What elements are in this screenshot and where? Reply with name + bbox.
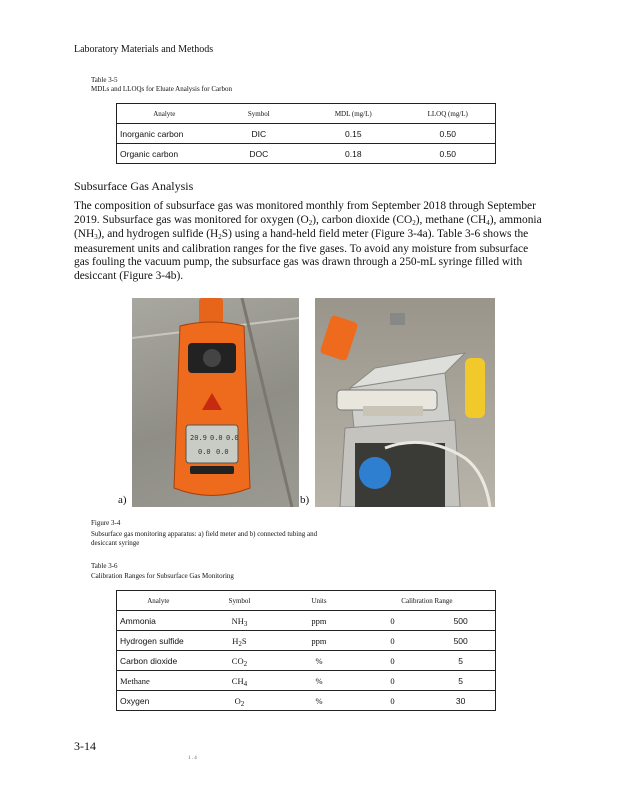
table-3-5-number: Table 3-5 (91, 76, 118, 84)
table-3-6-number: Table 3-6 (91, 562, 118, 570)
col-header: Calibration Range (359, 591, 496, 611)
table-3-5-title: MDLs and LLOQs for Eluate Analysis for Carbon (91, 85, 232, 93)
field-meter-illustration (132, 298, 299, 507)
symbol-text: CO (231, 655, 244, 666)
subscript: 2 (218, 233, 222, 242)
paragraph-text: ), ammonia (NH (74, 213, 542, 241)
paragraph-text: ), and hydrogen sulfide (H (97, 228, 219, 241)
cell-units: % (279, 651, 359, 671)
cell-symbol: DIC (212, 124, 306, 144)
cell-units: % (279, 691, 359, 711)
cell-range-low: 0 (359, 671, 427, 691)
figure-caption-number: Figure 3-4 (91, 519, 121, 527)
cell-analyte: Inorganic carbon (117, 124, 212, 144)
subscript: 2 (308, 218, 313, 227)
cell-range-high: 30 (426, 691, 495, 711)
cell-symbol (200, 671, 280, 691)
subscript: 3 (94, 233, 98, 242)
table-row (117, 651, 496, 671)
photo-field-meter (132, 298, 299, 507)
figure-label-a: a) (118, 494, 127, 506)
subscript: 4 (243, 679, 248, 688)
meter-screen-reading: 0.0 (216, 448, 229, 456)
table-row (117, 144, 496, 164)
table-row (117, 631, 496, 651)
cell-range-low: 0 (359, 691, 427, 711)
col-header: Analyte (117, 104, 212, 124)
paragraph-text: S) using a hand-held field meter (Figure 3-4a). Table 3-6 shows the measurement units and calibration ranges for the five gases. To avoid any moisture from subsurface gas fouling the vacuum pump, the subsurface gas was drawn through a 250-mL syringe filled with desiccant (Figure 3-4b). (74, 228, 529, 282)
photo-tubing-syringe (315, 298, 495, 507)
table-3-6 (116, 590, 496, 711)
cell-lloq: 0.50 (401, 144, 496, 164)
cell-range-high: 5 (426, 651, 495, 671)
table-3-6-title: Calibration Ranges for Subsurface Gas Monitoring (91, 572, 234, 580)
cell-units: ppm (279, 611, 359, 631)
table-row (117, 671, 496, 691)
cell-units: ppm (279, 631, 359, 651)
col-header: MDL (mg/L) (306, 104, 400, 124)
cell-lloq: 0.50 (401, 124, 496, 144)
cell-analyte: Hydrogen sulfide (117, 631, 200, 651)
tubing-syringe-illustration (315, 298, 495, 507)
symbol-text: NH (231, 615, 244, 626)
table-row (117, 611, 496, 631)
subscript: 4 (486, 218, 490, 227)
col-header: Symbol (212, 104, 306, 124)
symbol-text: H (232, 635, 239, 646)
cell-range-low: 0 (359, 651, 427, 671)
col-header: Analyte (117, 591, 200, 611)
subscript: 3 (243, 619, 248, 628)
symbol-text: S (241, 635, 247, 646)
col-header: Units (279, 591, 359, 611)
paragraph-text: The composition of subsurface gas was monitored monthly from September 2018 through September 2019. Subsurface gas was monitored for oxygen (O (74, 200, 536, 226)
cell-analyte: Oxygen (117, 691, 200, 711)
paragraph-text: ), methane (CH (415, 213, 487, 226)
subscript: 2 (240, 699, 245, 708)
subscript: 2 (243, 659, 248, 668)
table-row (117, 691, 496, 711)
subscript: 2 (412, 218, 416, 227)
cell-symbol: DOC (212, 144, 306, 164)
running-header: Laboratory Materials and Methods (74, 44, 214, 55)
cell-symbol (200, 651, 280, 671)
figure-label-b: b) (300, 494, 310, 506)
cell-analyte: Carbon dioxide (117, 651, 200, 671)
meter-screen-reading: 20.9 (190, 434, 207, 442)
cell-range-high: 500 (426, 611, 495, 631)
symbol-text: CH (231, 675, 244, 686)
col-header: LLOQ (mg/L) (401, 104, 496, 124)
cell-symbol (200, 631, 280, 651)
section-paragraph (74, 200, 542, 284)
cell-analyte: Methane (117, 671, 200, 691)
cell-range-low: 0 (359, 631, 427, 651)
meter-screen-reading: 0.0 (226, 434, 239, 442)
symbol-text: O (234, 695, 241, 706)
cell-range-low: 0 (359, 611, 427, 631)
cell-analyte: Ammonia (117, 611, 200, 631)
cell-symbol (200, 611, 280, 631)
cell-symbol (200, 691, 280, 711)
figure-caption: Subsurface gas monitoring apparatus: a) field meter and b) connected tubing and desiccant syringe (91, 530, 318, 547)
paragraph-text: ), carbon dioxide (CO (312, 213, 413, 226)
cell-range-high: 5 (426, 671, 495, 691)
cell-analyte: Organic carbon (117, 144, 212, 164)
cell-units: % (279, 671, 359, 691)
meter-screen-reading: 0.0 (198, 448, 211, 456)
cell-mdl: 0.18 (306, 144, 400, 164)
subscript: 2 (238, 639, 242, 648)
col-header: Symbol (200, 591, 280, 611)
cell-range-high: 500 (426, 631, 495, 651)
meter-screen-reading: 0.0 (210, 434, 223, 442)
footer-mark: 1 . 4 (188, 756, 197, 761)
section-heading: Subsurface Gas Analysis (74, 179, 194, 193)
cell-mdl: 0.15 (306, 124, 400, 144)
page-number: 3-14 (74, 739, 96, 753)
table-row (117, 124, 496, 144)
table-3-5 (116, 103, 496, 164)
